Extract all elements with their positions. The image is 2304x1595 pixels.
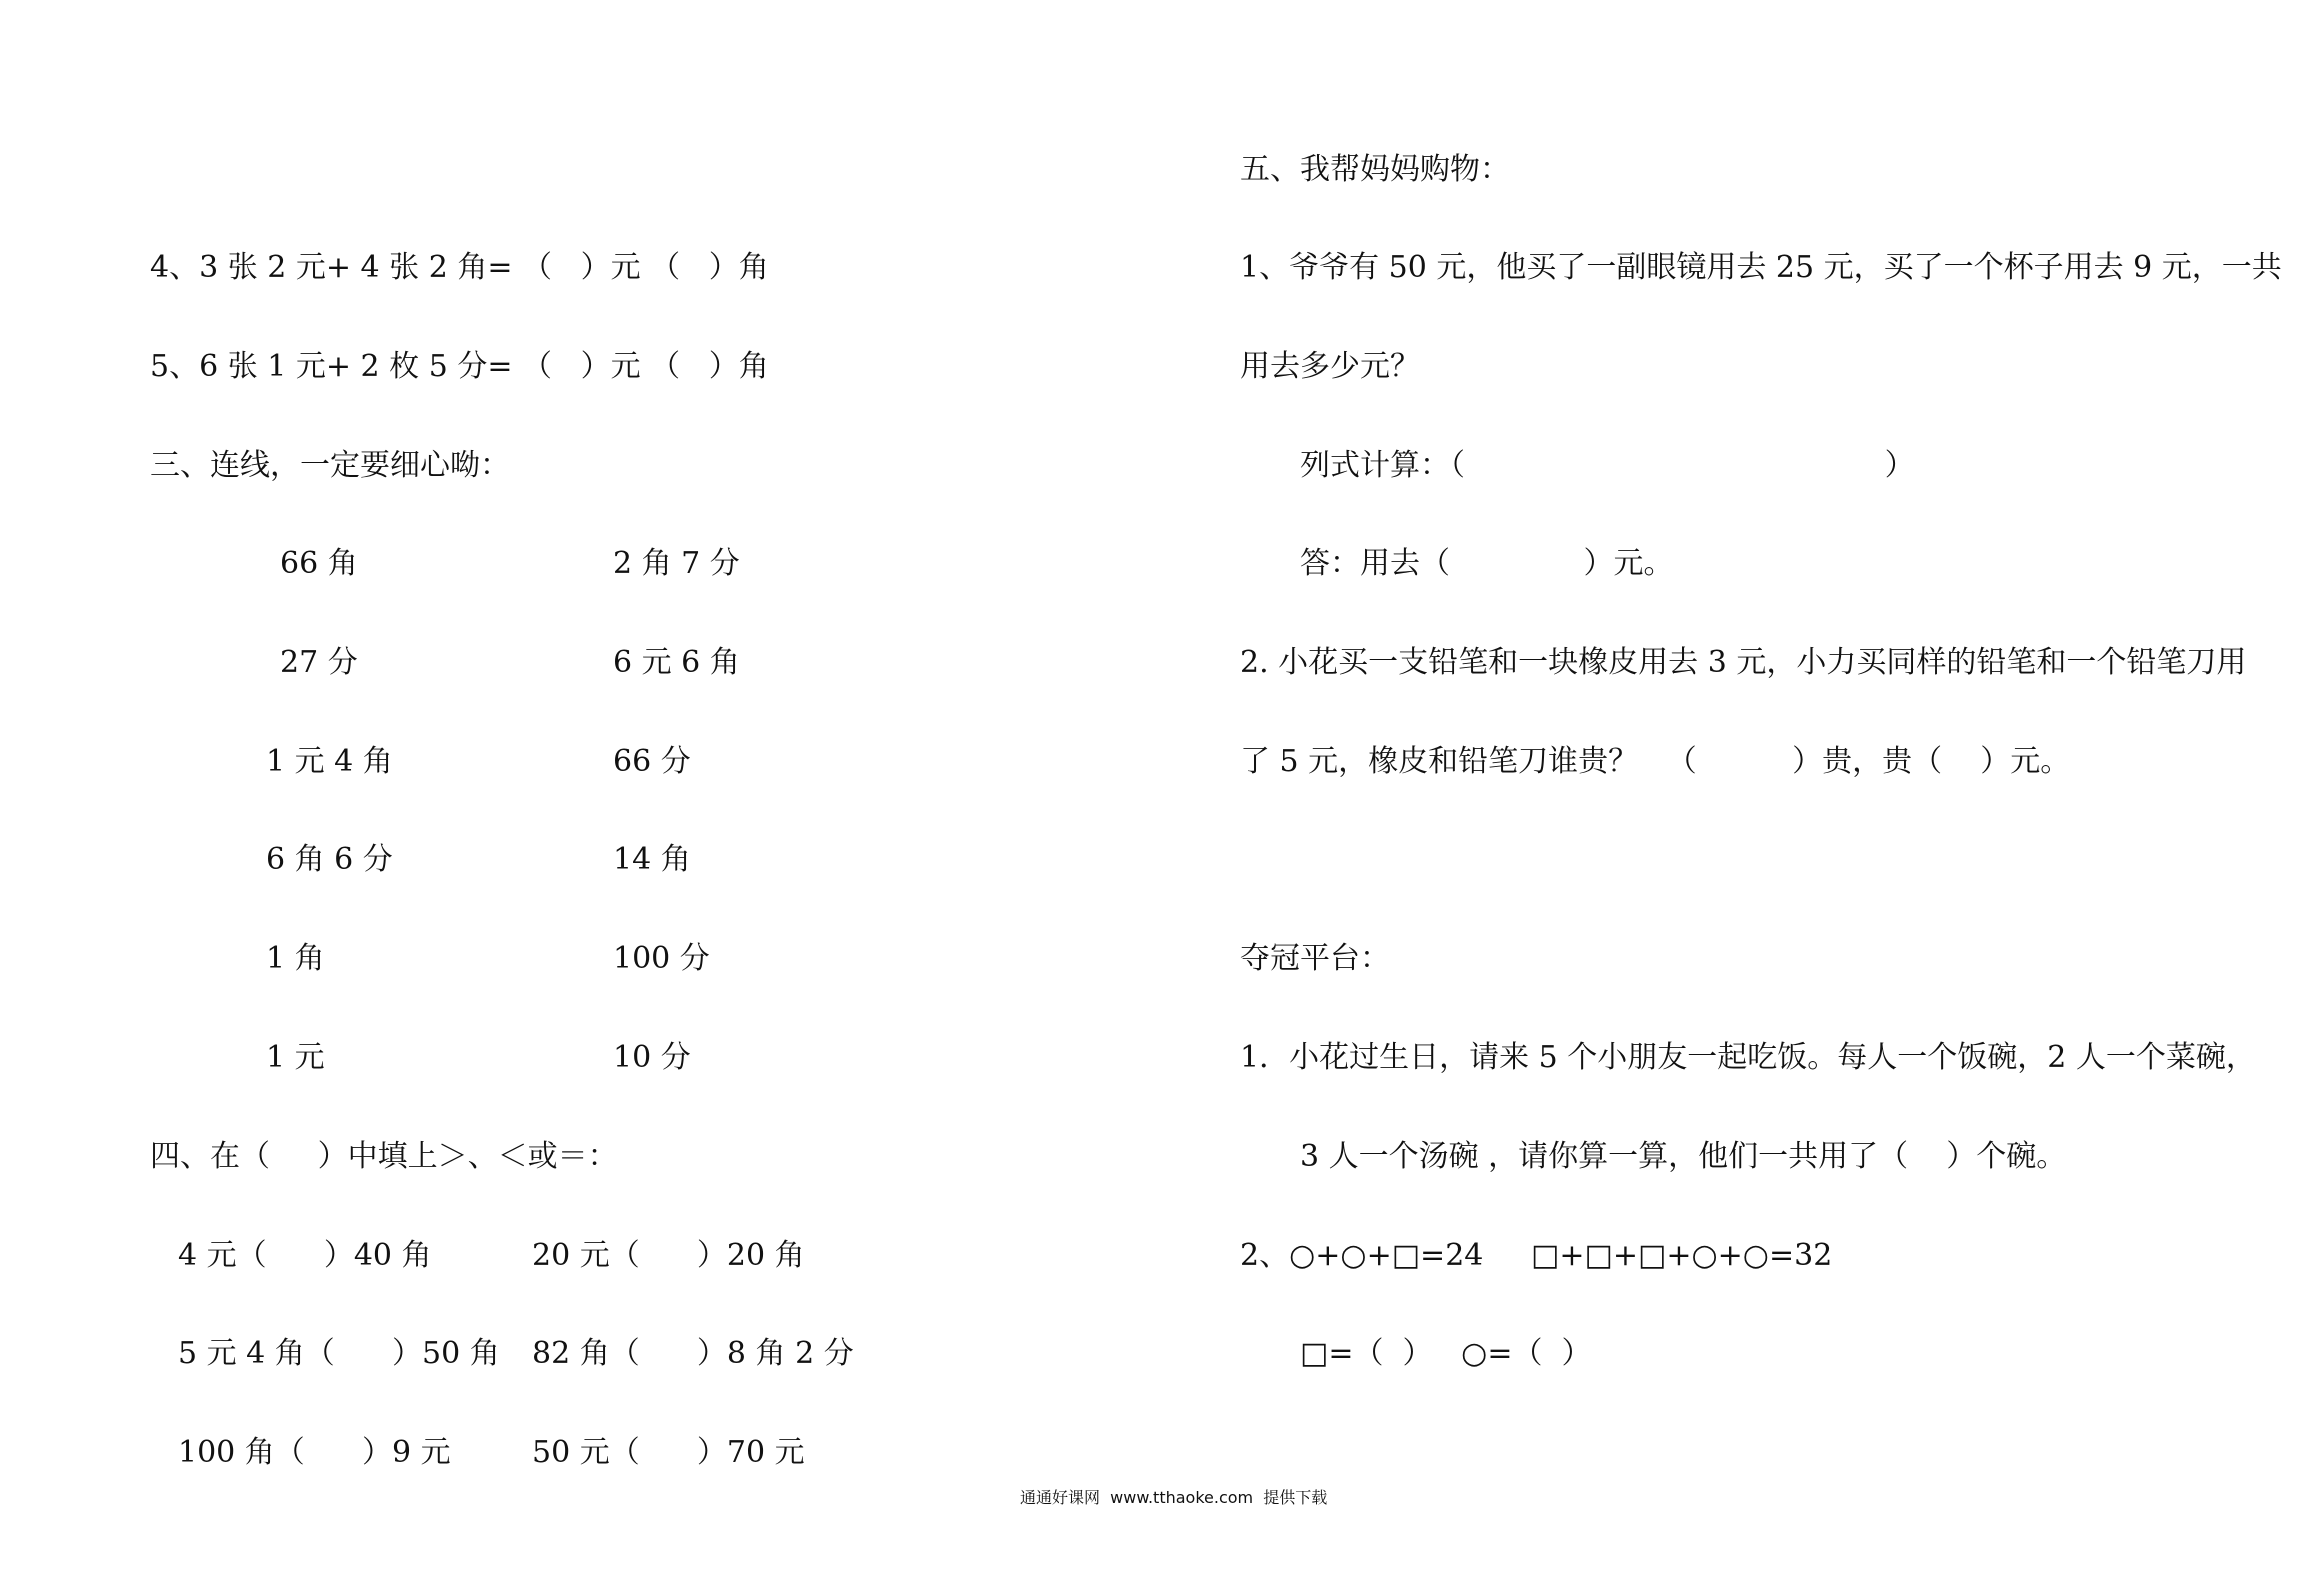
- question-5: 5、6 张 1 元+ 2 枚 5 分= （ ）元 （ ）角: [150, 349, 769, 384]
- champion-title: 夺冠平台：: [1240, 941, 1390, 976]
- question-4: 4、3 张 2 元+ 4 张 2 角= （ ）元 （ ）角: [150, 250, 769, 285]
- compare-right-item: 82 角（ ）8 角 2 分: [532, 1336, 854, 1371]
- match-left-item: 1 角: [266, 941, 325, 976]
- champion-2-line-1: 2、○+○+□=24 □+□+□+○+○=32: [1240, 1238, 1833, 1273]
- match-right-item: 10 分: [613, 1040, 691, 1075]
- match-left-item: 6 角 6 分: [266, 842, 393, 877]
- section-3-title: 三、连线，一定要细心呦：: [150, 448, 510, 483]
- compare-left-item: 4 元（ ）40 角: [178, 1238, 432, 1273]
- problem-1-line-1: 1、爷爷有 50 元，他买了一副眼镜用去 25 元，买了一个杯子用去 9 元，一共: [1240, 250, 2282, 285]
- match-right-item: 14 角: [613, 842, 691, 877]
- footer-source: 通通好课网 www.tthaoke.com 提供下载: [1020, 1488, 1328, 1507]
- match-right-item: 6 元 6 角: [613, 645, 740, 680]
- champion-2-line-2: □=（ ） ○=（ ）: [1300, 1336, 1592, 1371]
- problem-1-line-2: 用去多少元？: [1240, 349, 1420, 384]
- match-left-item: 27 分: [280, 645, 358, 680]
- section-5-title: 五、我帮妈妈购物：: [1240, 152, 1510, 187]
- problem-2-line-1: 2. 小花买一支铅笔和一块橡皮用去 3 元，小力买同样的铅笔和一个铅笔刀用: [1240, 645, 2247, 680]
- match-left-item: 66 角: [280, 546, 358, 581]
- problem-1-answer: 答：用去（ ）元。: [1300, 546, 1674, 581]
- match-left-item: 1 元: [266, 1040, 325, 1075]
- champion-1-line-1: 1．小花过生日，请来 5 个小朋友一起吃饭。每人一个饭碗，2 人一个菜碗，: [1240, 1040, 2256, 1075]
- problem-2-line-2: 了 5 元，橡皮和铅笔刀谁贵？ （ ）贵，贵（ ）元。: [1240, 744, 2071, 779]
- compare-left-item: 5 元 4 角（ ）50 角: [178, 1336, 500, 1371]
- compare-right-item: 50 元（ ）70 元: [532, 1435, 805, 1470]
- section-4-title: 四、在（ ）中填上＞、＜或＝：: [150, 1139, 618, 1174]
- compare-right-item: 20 元（ ）20 角: [532, 1238, 805, 1273]
- match-right-item: 100 分: [613, 941, 710, 976]
- problem-1-calc: 列式计算：（ ）: [1300, 448, 1915, 483]
- match-right-item: 66 分: [613, 744, 691, 779]
- champion-1-line-2: 3 人一个汤碗 ，请你算一算，他们一共用了（ ）个碗。: [1300, 1139, 2067, 1174]
- match-left-item: 1 元 4 角: [266, 744, 393, 779]
- compare-left-item: 100 角（ ）9 元: [178, 1435, 451, 1470]
- match-right-item: 2 角 7 分: [613, 546, 740, 581]
